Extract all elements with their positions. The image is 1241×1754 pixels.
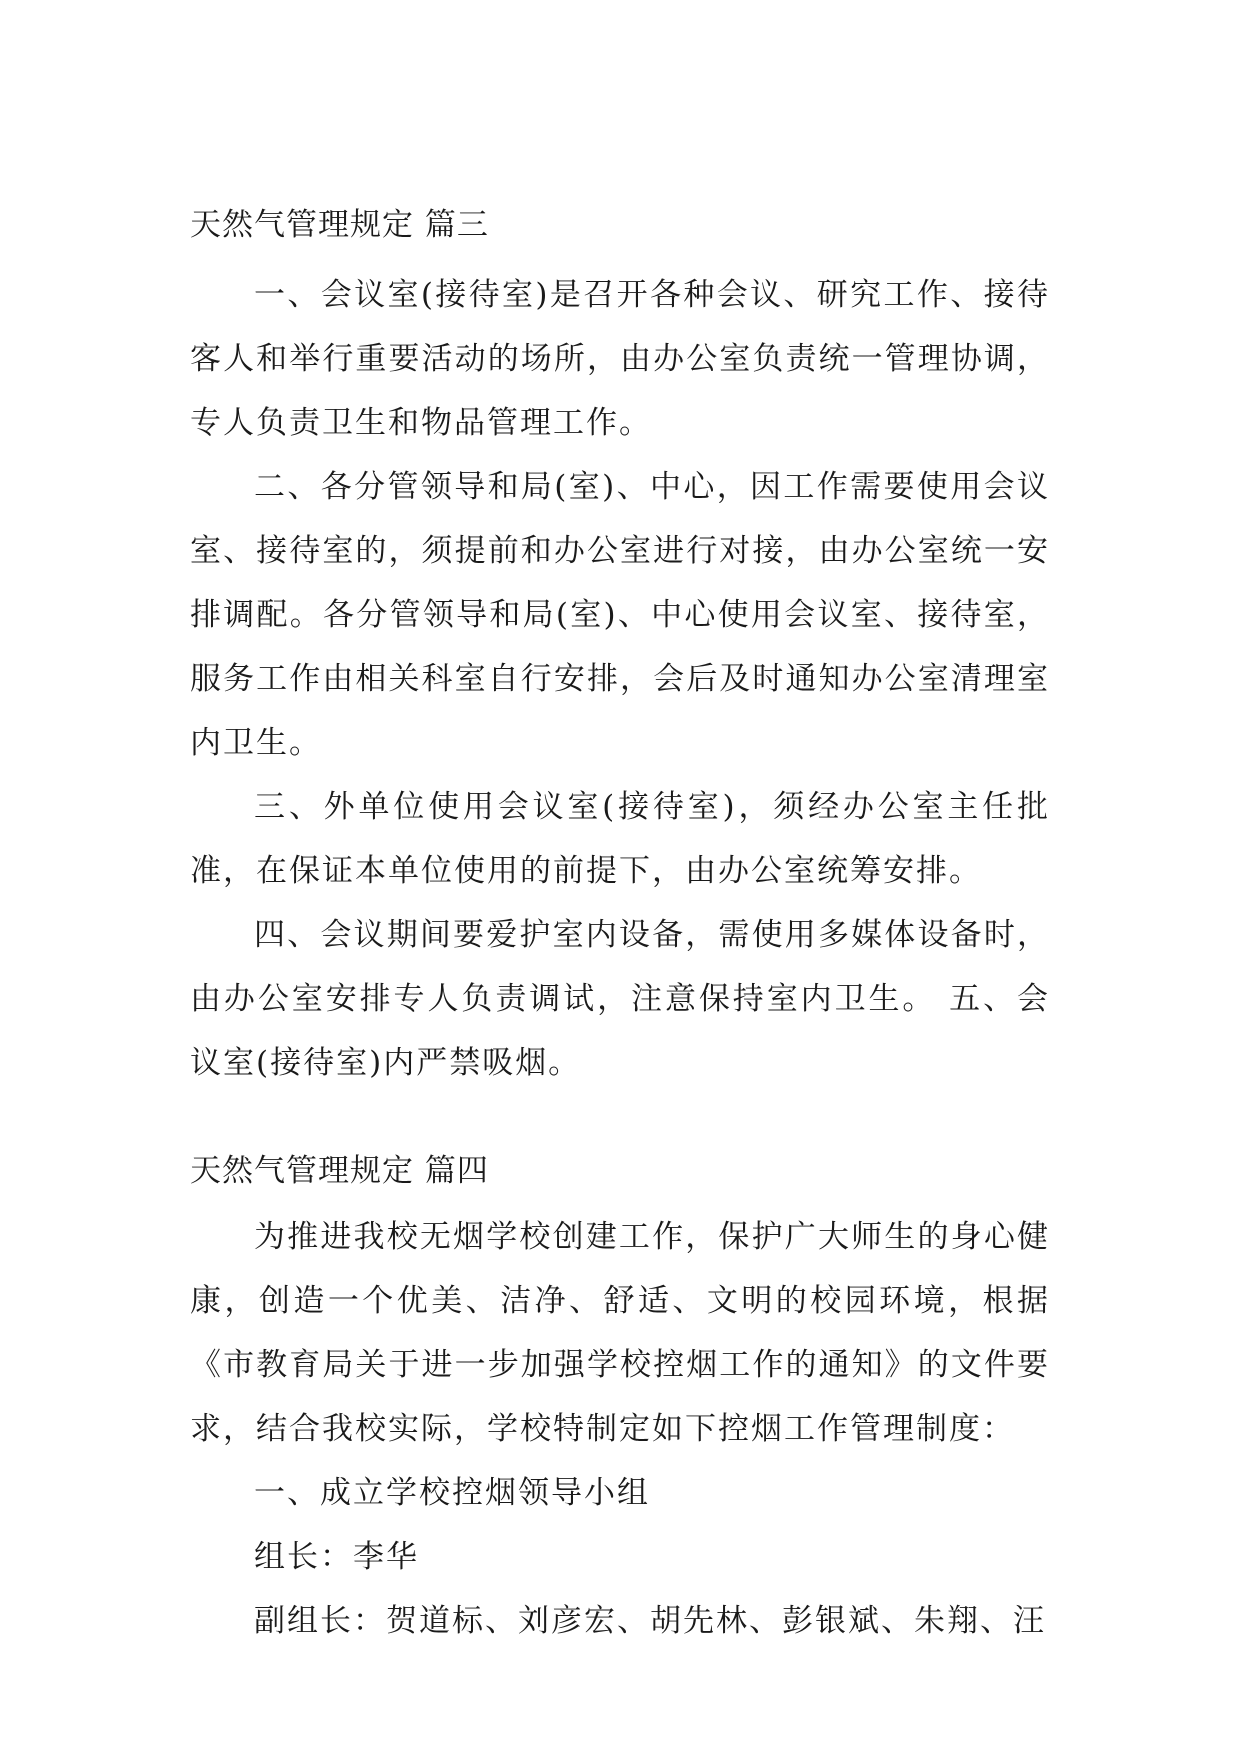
paragraph: 一、成立学校控烟领导小组 (254, 1475, 650, 1511)
paragraph: 组长：李华 (254, 1539, 419, 1575)
paragraph: 二、各分管领导和局(室)、中心，因工作需要使用会议室、接待室的，须提前和办公室进行对接，由办公室统一安排调配。各分管领导和局(室)、中心使用会议室、接待室，服务工作由相关科室自行安排，会后及时通知办公室清理室内卫生。 (190, 469, 1050, 761)
section-pian-san (190, 205, 1050, 1095)
paragraph: 副组长：贺道标、刘彦宏、胡先林、彭银斌、朱翔、汪 (254, 1603, 1046, 1639)
section-heading: 天然气管理规定 篇三 (190, 207, 489, 243)
paragraph: 一、会议室(接待室)是召开各种会议、研究工作、接待客人和举行重要活动的场所，由办公室负责统一管理协调，专人负责卫生和物品管理工作。 (190, 277, 1050, 441)
paragraph: 四、会议期间要爱护室内设备，需使用多媒体设备时，由办公室安排专人负责调试，注意保持室内卫生。 五、会议室(接待室)内严禁吸烟。 (190, 917, 1050, 1081)
paragraph: 三、外单位使用会议室(接待室)，须经办公室主任批准，在保证本单位使用的前提下，由办公室统筹安排。 (190, 789, 1050, 889)
section-heading: 天然气管理规定 篇四 (190, 1153, 489, 1189)
document-page (190, 205, 1050, 1653)
paragraph: 为推进我校无烟学校创建工作，保护广大师生的身心健康，创造一个优美、洁净、舒适、文明的校园环境，根据《市教育局关于进一步加强学校控烟工作的通知》的文件要求，结合我校实际，学校特制定如下控烟工作管理制度： (190, 1219, 1050, 1447)
section-spacer (190, 1095, 1050, 1151)
section-pian-si (190, 1151, 1050, 1653)
